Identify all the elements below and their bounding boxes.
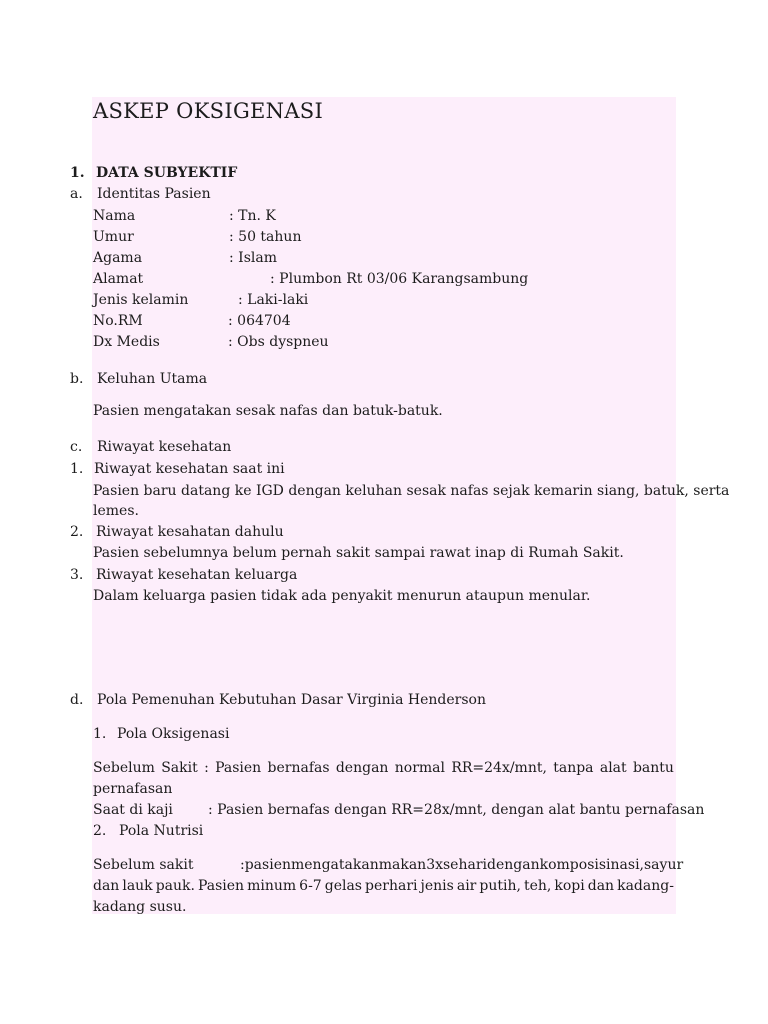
word: makan xyxy=(378,857,427,873)
item-heading: Pola Nutrisi xyxy=(119,823,204,839)
word: sayur xyxy=(644,857,684,873)
word: kopi xyxy=(554,878,585,894)
word: 3x xyxy=(426,857,443,873)
item-heading: Riwayat kesahatan dahulu xyxy=(96,524,284,540)
field-label: Nama xyxy=(93,208,136,224)
field-value: : Islam xyxy=(229,250,277,266)
field-label: Agama xyxy=(93,250,143,266)
word: kadang- xyxy=(617,878,674,894)
field-label: Dx Medis xyxy=(93,334,160,350)
paragraph: Pasien mengatakan sesak nafas dan batuk-batuk. xyxy=(93,403,443,419)
word: lauk xyxy=(122,878,153,894)
field-value: : Plumbon Rt 03/06 Karangsambung xyxy=(270,271,529,287)
word: air xyxy=(456,878,477,894)
word: Sakit xyxy=(161,760,198,776)
paragraph: Pasien baru datang ke IGD dengan keluhan sesak nafas sejak kemarin siang, batuk, serta xyxy=(93,483,730,499)
field-value: : 50 tahun xyxy=(229,229,302,245)
item-number: 2. xyxy=(70,524,84,540)
word: komposisi xyxy=(539,857,611,873)
field-label: Saat di kaji xyxy=(93,802,173,818)
word: normal xyxy=(394,760,445,776)
word: teh, xyxy=(523,878,552,894)
item-number: 1. xyxy=(93,726,107,742)
item-number: 1. xyxy=(70,461,84,477)
item-number: 2. xyxy=(93,823,107,839)
field-value: : Tn. K xyxy=(229,208,276,224)
subsection-heading: Identitas Pasien xyxy=(97,186,211,202)
subsection-heading: Pola Pemenuhan Kebutuhan Dasar Virginia Henderson xyxy=(97,692,486,708)
word: pauk. xyxy=(155,878,195,894)
item-heading: Riwayat kesehatan saat ini xyxy=(94,461,285,477)
paragraph: kadang susu. xyxy=(93,899,187,915)
word: mengatakan xyxy=(291,857,379,873)
subsection-letter: d. xyxy=(70,692,84,708)
justified-line xyxy=(240,856,684,874)
word: Pasien xyxy=(215,760,262,776)
word: sehari xyxy=(443,857,488,873)
word: dan xyxy=(587,878,615,894)
word: dengan xyxy=(335,760,389,776)
word: nasi, xyxy=(610,857,644,873)
document-title: ASKEP OKSIGENASI xyxy=(93,99,324,123)
field-label: No.RM xyxy=(93,313,143,329)
word: bantu xyxy=(632,760,674,776)
word: RR=24x/mnt, xyxy=(451,760,547,776)
word: Sebelum xyxy=(93,760,155,776)
word: dan xyxy=(93,878,120,894)
word: pasien xyxy=(244,857,291,873)
word: tanpa xyxy=(553,760,594,776)
justified-line xyxy=(93,759,674,777)
field-value: : Obs dyspneu xyxy=(228,334,329,350)
field-label: Sebelum sakit xyxy=(93,857,194,873)
paragraph: : Pasien bernafas dengan RR=28x/mnt, dengan alat bantu pernafasan xyxy=(208,802,705,818)
word: jenis xyxy=(420,878,454,894)
word: 6-7 xyxy=(299,878,322,894)
word: putih, xyxy=(479,878,521,894)
field-label: Alamat xyxy=(93,271,144,287)
subsection-letter: b. xyxy=(70,371,84,387)
word: gelas xyxy=(324,878,362,894)
field-value: : 064704 xyxy=(228,313,291,329)
item-heading: Riwayat kesehatan keluarga xyxy=(96,567,298,583)
field-label: Umur xyxy=(93,229,134,245)
word: dengan xyxy=(487,857,540,873)
paragraph: pernafasan xyxy=(93,781,173,797)
subsection-heading: Keluhan Utama xyxy=(97,371,208,387)
item-number: 3. xyxy=(70,567,84,583)
word: Pasien xyxy=(197,878,245,894)
paragraph: lemes. xyxy=(93,503,139,519)
section-number: 1. xyxy=(70,165,85,181)
highlight-region xyxy=(92,97,676,914)
word: minum xyxy=(247,878,297,894)
paragraph: Pasien sebelumnya belum pernah sakit sampai rawat inap di Rumah Sakit. xyxy=(93,545,624,561)
word: alat xyxy=(599,760,627,776)
word: : xyxy=(204,760,209,776)
field-label: Jenis kelamin xyxy=(93,292,189,308)
section-heading: DATA SUBYEKTIF xyxy=(96,165,238,181)
subsection-letter: a. xyxy=(70,186,83,202)
word: bernafas xyxy=(267,760,330,776)
field-value: : Laki-laki xyxy=(238,292,309,308)
justified-line xyxy=(93,877,674,895)
subsection-heading: Riwayat kesehatan xyxy=(97,439,232,455)
subsection-letter: c. xyxy=(70,439,83,455)
word: : xyxy=(240,857,245,873)
item-heading: Pola Oksigenasi xyxy=(117,726,230,742)
word: perhari xyxy=(365,878,418,894)
paragraph: Dalam keluarga pasien tidak ada penyakit menurun ataupun menular. xyxy=(93,588,591,604)
